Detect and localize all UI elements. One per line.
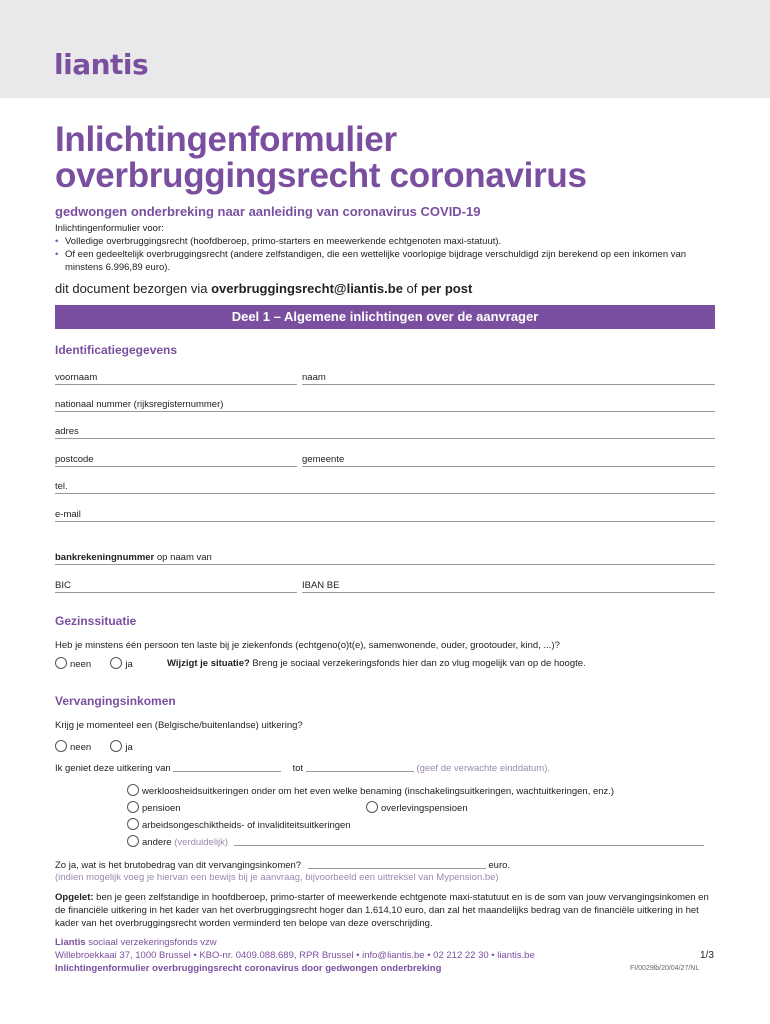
- amount-question: Zo ja, wat is het brutobedrag van dit vervangingsinkomen? euro.: [55, 860, 511, 871]
- page-number: 1/3: [700, 950, 714, 961]
- tel-field[interactable]: tel.: [55, 479, 715, 494]
- vervang-opt2: pensioen: [127, 801, 181, 814]
- vervang-opt1: werkloosheidsuitkeringen onder om het even welke benaming (inschakelingsuitkeringen, wachtuitkeringen, enz.): [127, 784, 614, 797]
- vervang-opt4: arbeidsongeschiktheids- of invaliditeitsuitkeringen: [127, 818, 351, 831]
- footer-org: Liantis sociaal verzekeringsfonds vzw: [55, 937, 217, 948]
- intro-item: • Of een gedeeltelijk overbruggingsrecht (andere zelfstandigen, die een wettelijke voorlopige bijdrage verschuldigd zijn berekend op een inkomen van minstens 6.996,89 euro).: [55, 248, 715, 274]
- liantis-logo: liantis: [54, 48, 149, 81]
- opt5-radio[interactable]: [127, 835, 139, 847]
- footer-doc-title: Inlichtingenformulier overbruggingsrecht coronavirus door gedwongen onderbreking: [55, 963, 442, 974]
- intro-item: • Volledige overbruggingsrecht (hoofdberoep, primo-starters en meewerkende echtgenoten maxi-statuut).: [55, 235, 715, 248]
- vervang-heading: Vervangingsinkomen: [55, 694, 176, 708]
- adres-field[interactable]: adres: [55, 424, 715, 439]
- intro-text: Inlichtingenformulier voor: • Volledige overbruggingsrecht (hoofdberoep, primo-starters en meewerkende echtgenoten maxi-statuut). • Of een gedeeltelijk overbruggingsrecht (andere zelfstandigen, die een wettelijke voorlopige bijdrage verschuldigd zijn berekend op een inkomen van minstens 6.996,89 euro).: [55, 222, 715, 274]
- email-link[interactable]: overbruggingsrecht@liantis.be: [211, 281, 403, 296]
- vervang-options: neen ja: [55, 740, 133, 753]
- amount-hint: (indien mogelijk voeg je hiervan een bewijs bij je aanvraag, bijvoorbeeld een uittreksel van Mypension.be): [55, 872, 499, 883]
- gezin-question: Heb je minstens één persoon ten laste bij je ziekenfonds (echtgeno(o)t(e), samenwonende, ouder, grootouder, kind, ...)?: [55, 640, 560, 651]
- opt3-radio[interactable]: [366, 801, 378, 813]
- vervang-ja-radio[interactable]: [110, 740, 122, 752]
- voornaam-field[interactable]: voornaam: [55, 370, 297, 385]
- bic-field[interactable]: BIC: [55, 578, 297, 593]
- gezin-heading: Gezinssituatie: [55, 614, 137, 628]
- gezin-ja-radio[interactable]: [110, 657, 122, 669]
- page-title: Inlichtingenformulier overbruggingsrecht coronavirus: [55, 120, 587, 195]
- rijksregister-field[interactable]: nationaal nummer (rijksregisternummer): [55, 397, 715, 412]
- start-date-field[interactable]: [173, 761, 281, 772]
- email-field[interactable]: e-mail: [55, 507, 715, 522]
- bankrekening-field[interactable]: bankrekeningnummer op naam van: [55, 550, 715, 565]
- vervang-question: Krijg je momenteel een (Belgische/buitenlandse) uitkering?: [55, 720, 303, 731]
- vervang-neen-radio[interactable]: [55, 740, 67, 752]
- page-subtitle: gedwongen onderbreking naar aanleiding van coronavirus COVID-19: [55, 204, 481, 219]
- section-banner: Deel 1 – Algemene inlichtingen over de aanvrager: [55, 305, 715, 329]
- gezin-tip: Wijzigt je situatie? Breng je sociaal verzekeringsfonds hier dan zo vlug mogelijk van op de hoogte.: [167, 658, 586, 669]
- vervang-opt3: overlevingspensioen: [366, 801, 468, 814]
- opt2-radio[interactable]: [127, 801, 139, 813]
- end-date-field[interactable]: [306, 761, 414, 772]
- vervang-opt5: andere (verduidelijk): [127, 835, 704, 848]
- amount-field[interactable]: [308, 858, 486, 869]
- vervang-period: Ik geniet deze uitkering van tot (geef de verwachte einddatum).: [55, 763, 551, 774]
- postcode-field[interactable]: postcode: [55, 452, 297, 467]
- opt4-radio[interactable]: [127, 818, 139, 830]
- send-instruction: dit document bezorgen via overbruggingsrecht@liantis.be of per post: [55, 281, 473, 296]
- note-text: Opgelet: ben je geen zelfstandige in hoofdberoep, primo-starter of meewerkende echtgenote maxi-statutuut en is de som van jouw vervangingsinkomen en de financiële uitkering in het kader van het overbruggingsrecht hoger dan 1.614,10 euro, dan zal het maandelijks bedrag van de financiële uitkering in het kader van het overbruggingsrecht worden verminderd ten belope van deze overschrijding.: [55, 892, 709, 929]
- opt1-radio[interactable]: [127, 784, 139, 796]
- gezin-neen-radio[interactable]: [55, 657, 67, 669]
- iban-field[interactable]: IBAN BE: [302, 578, 715, 593]
- naam-field[interactable]: naam: [302, 370, 715, 385]
- gezin-options: neen ja: [55, 657, 133, 670]
- doc-code: FI/0029lb/20/04/27/NL: [630, 965, 700, 972]
- gemeente-field[interactable]: gemeente: [302, 452, 715, 467]
- ident-heading: Identificatiegegevens: [55, 343, 178, 357]
- andere-field[interactable]: [234, 835, 704, 846]
- footer-address: Willebroekkaai 37, 1000 Brussel • KBO-nr. 0409.088.689, RPR Brussel • info@liantis.be • 02 212 22 30 • liantis.be: [55, 950, 535, 961]
